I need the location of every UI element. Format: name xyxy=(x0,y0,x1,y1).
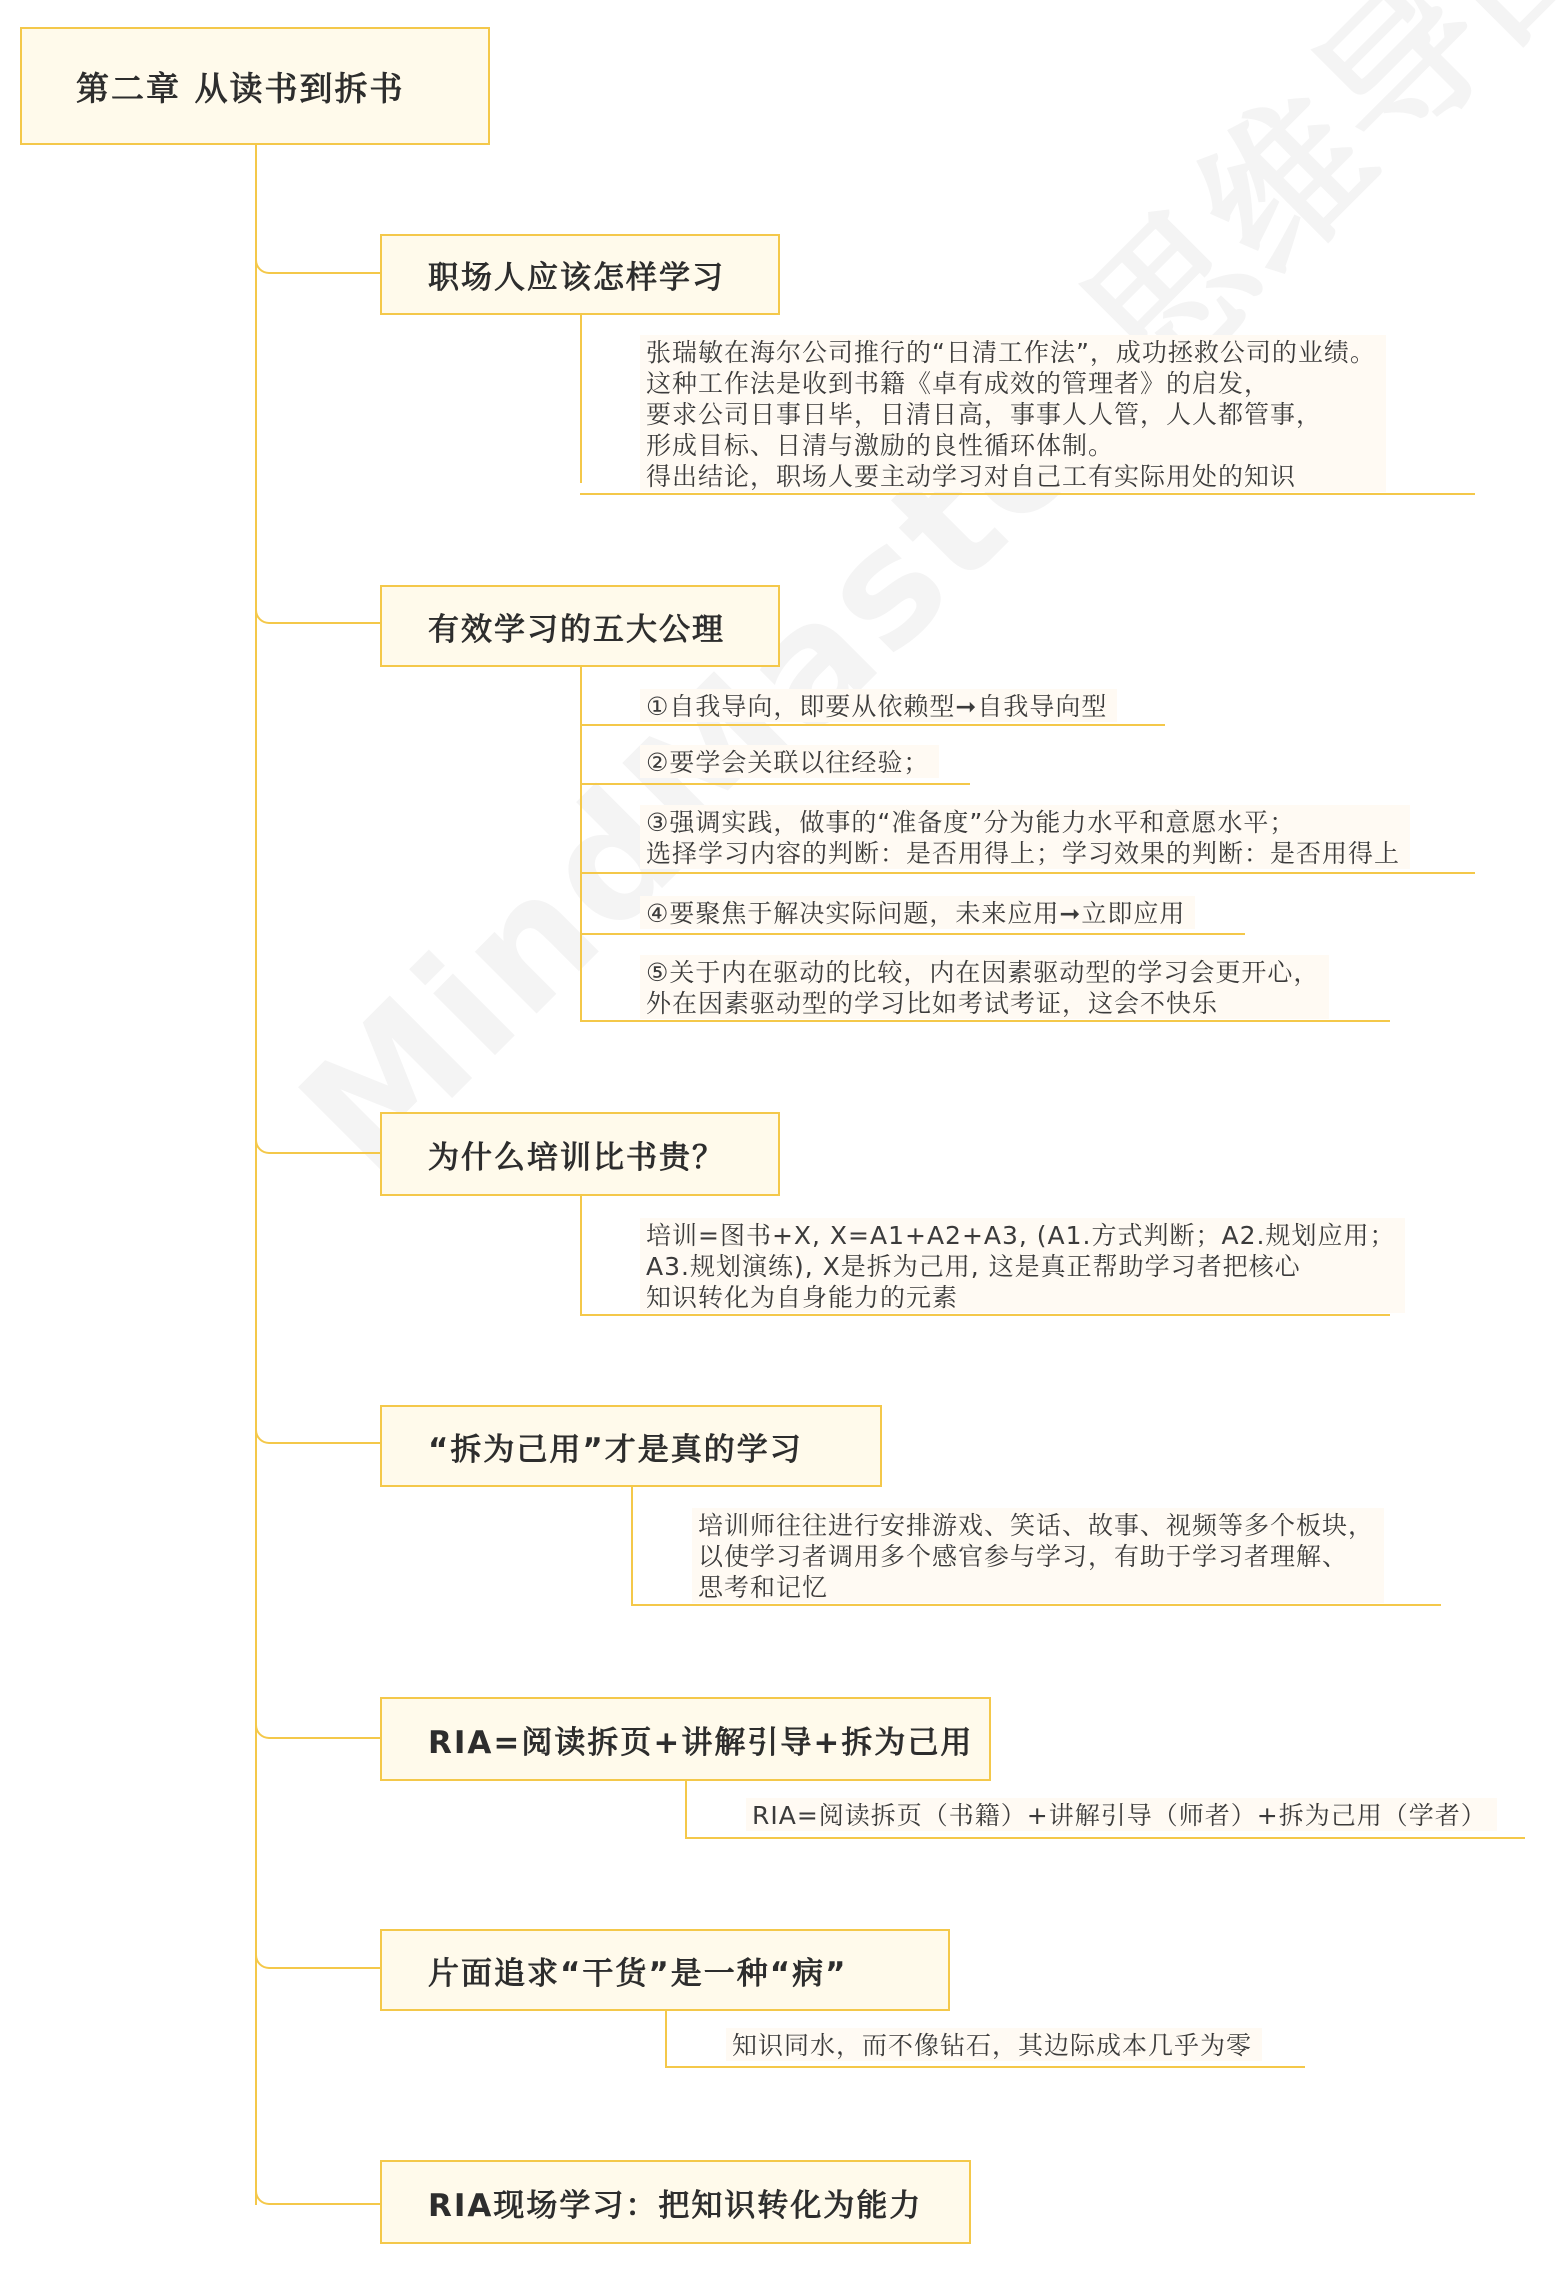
main-trunk-line xyxy=(255,145,257,2205)
note-underline xyxy=(580,783,970,785)
root-node[interactable] xyxy=(20,27,490,145)
note-underline xyxy=(580,493,1475,495)
note-underline xyxy=(580,1314,1390,1316)
note-underline xyxy=(580,1020,1390,1022)
note-text: RIA=阅读拆页（书籍）+讲解引导（师者）+拆为己用（学者） xyxy=(746,1798,1497,1831)
note-text: ④要聚焦于解决实际问题，未来应用➞立即应用 xyxy=(640,896,1195,929)
topic-node[interactable] xyxy=(380,1929,950,2011)
note-underline xyxy=(580,872,1475,874)
note-text: ①自我导向，即要从依赖型➞自我导向型 xyxy=(640,689,1117,722)
branch-connector xyxy=(255,590,382,624)
note-stem xyxy=(631,1487,633,1604)
topic-node[interactable] xyxy=(380,234,780,315)
branch-connector xyxy=(255,1120,382,1154)
note-underline xyxy=(631,1604,1441,1606)
note-stem xyxy=(580,1196,582,1314)
note-text: 张瑞敏在海尔公司推行的“日清工作法”，成功拯救公司的业绩。 这种工作法是收到书籍《卓有成效的管理者》的启发， 要求公司日事日毕，日清日高，事事人人管，人人都管事， 形成目标、日清与激励的良性循环体制。 得出结论，职场人要主动学习对自己工有实际用处的知识 xyxy=(640,335,1386,492)
branch-connector xyxy=(255,240,382,274)
note-text: 培训师往往进行安排游戏、笑话、故事、视频等多个板块， 以使学习者调用多个感官参与学习，有助于学习者理解、 思考和记忆 xyxy=(692,1508,1384,1603)
topic-label: RIA现场学习：把知识转化为能力 xyxy=(428,2187,923,2224)
topic-label: 片面追求“干货”是一种“病” xyxy=(428,1955,848,1992)
note-stem xyxy=(580,667,582,1020)
topic-label: 有效学习的五大公理 xyxy=(428,611,725,648)
topic-node[interactable] xyxy=(380,585,780,667)
topic-label: 职场人应该怎样学习 xyxy=(428,260,725,296)
topic-label: “拆为己用”才是真的学习 xyxy=(428,1431,803,1468)
branch-connector xyxy=(255,1410,382,1444)
branch-connector xyxy=(255,1935,382,1969)
note-underline xyxy=(580,933,1245,935)
topic-label: RIA=阅读拆页+讲解引导+拆为己用 xyxy=(428,1724,974,1761)
note-stem xyxy=(665,2011,667,2066)
note-text: 培训=图书+X, X=A1+A2+A3, (A1.方式判断；A2.规划应用； A3.规划演练), X是拆为己用, 这是真正帮助学习者把核心 知识转化为自身能力的元素 xyxy=(640,1218,1405,1313)
root-label: 第二章 从读书到拆书 xyxy=(76,68,405,108)
topic-node[interactable] xyxy=(380,2160,971,2244)
note-text: ②要学会关联以往经验； xyxy=(640,745,939,778)
topic-label: 为什么培训比书贵？ xyxy=(428,1139,725,1176)
topic-node[interactable] xyxy=(380,1405,882,1487)
topic-node[interactable] xyxy=(380,1697,991,1781)
note-text: ⑤关于内在驱动的比较，内在因素驱动型的学习会更开心， 外在因素驱动型的学习比如考试考证，这会不快乐 xyxy=(640,955,1329,1019)
note-underline xyxy=(665,2066,1305,2068)
branch-connector xyxy=(255,2170,382,2205)
topic-node[interactable] xyxy=(380,1112,780,1196)
note-stem xyxy=(580,315,582,483)
note-underline xyxy=(580,724,1165,726)
note-stem xyxy=(685,1781,687,1837)
note-underline xyxy=(685,1837,1525,1839)
note-text: 知识同水，而不像钻石，其边际成本几乎为零 xyxy=(726,2028,1262,2061)
branch-connector xyxy=(255,1705,382,1739)
note-text: ③强调实践，做事的“准备度”分为能力水平和意愿水平； 选择学习内容的判断：是否用得上；学习效果的判断：是否用得上 xyxy=(640,805,1410,869)
